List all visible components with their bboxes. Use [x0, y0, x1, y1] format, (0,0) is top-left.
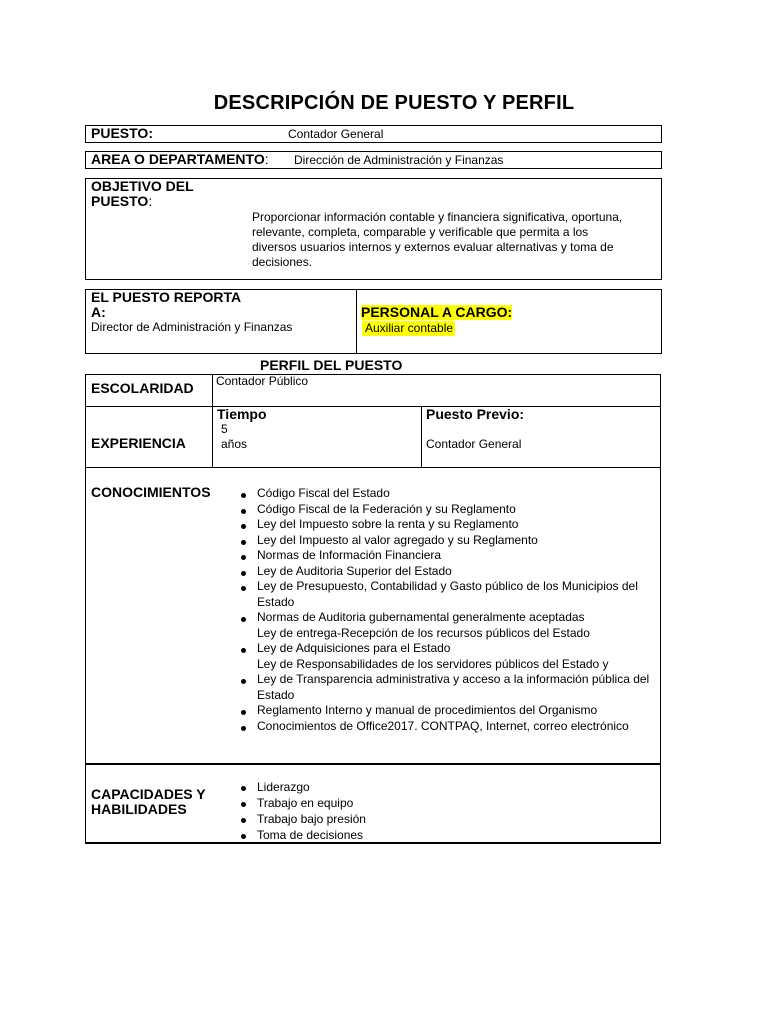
objetivo-line: diversos usuarios internos y externos evaluar alternativas y toma de	[252, 240, 614, 254]
reporta-value: Director de Administración y Finanzas	[91, 320, 293, 334]
conocimiento-item	[257, 502, 652, 518]
conocimientos-label: CONOCIMIENTOS	[91, 484, 211, 500]
area-label	[91, 152, 269, 167]
escolaridad-divider	[212, 374, 213, 407]
bullet-icon	[241, 834, 246, 839]
bullet-icon	[241, 524, 246, 529]
experiencia-bottom	[85, 467, 661, 468]
conocimiento-item	[257, 564, 652, 580]
capacidad-item	[257, 811, 652, 827]
capacidades-label-line1: CAPACIDADES Y	[91, 786, 206, 802]
objetivo-line: decisiones.	[252, 255, 313, 269]
capacidades-list	[257, 779, 652, 843]
bullet-icon	[241, 493, 246, 498]
conocimiento-text: Código Fiscal del Estado	[257, 486, 390, 500]
personal-value: Auxiliar contable	[365, 321, 454, 335]
objetivo-line: Proporcionar información contable y financiera significativa, oportuna,	[252, 210, 623, 224]
bullet-icon	[241, 802, 246, 807]
capacidades-label-line2: HABILIDADES	[91, 801, 187, 817]
conocimiento-item	[257, 672, 652, 703]
conocimiento-text: Ley de entrega-Recepción de los recursos públicos del Estado	[257, 625, 590, 640]
conocimiento-text: Ley del Impuesto al valor agregado y su Reglamento	[257, 532, 538, 547]
experiencia-divider-2	[421, 406, 422, 468]
personal-label: PERSONAL A CARGO:	[361, 304, 513, 320]
conocimiento-text: Normas de Información Financiera	[257, 548, 442, 562]
reporta-box	[85, 289, 662, 354]
bullet-icon	[241, 679, 246, 684]
escolaridad-value: Contador Público	[216, 374, 309, 388]
capacidad-text: Toma de decisiones	[257, 828, 364, 842]
bullet-icon	[241, 571, 246, 576]
objetivo-line: relevante, completa, comparable y verificable que permita a los	[252, 225, 589, 239]
document-title: DESCRIPCIÓN DE PUESTO Y PERFIL	[213, 92, 575, 114]
experiencia-divider-1	[212, 406, 213, 468]
conocimiento-item	[257, 641, 652, 657]
conocimiento-item	[257, 610, 652, 626]
previo-value: Contador General	[426, 437, 522, 451]
objetivo-label	[91, 179, 194, 209]
personal-value-wrap	[362, 321, 455, 336]
bullet-icon	[241, 818, 246, 823]
conocimiento-item	[257, 703, 652, 719]
capacidad-item	[257, 827, 652, 843]
reporta-divider	[356, 290, 357, 353]
bullet-icon	[241, 648, 246, 653]
conocimientos-list	[257, 486, 652, 734]
area-label-colon: :	[264, 151, 269, 167]
conocimiento-item	[257, 579, 652, 610]
capacidad-item	[257, 795, 652, 811]
objetivo-label-line1: OBJETIVO DEL	[91, 178, 194, 194]
escolaridad-label: ESCOLARIDAD	[91, 380, 194, 396]
bullet-icon	[241, 509, 246, 514]
tiempo-label: Tiempo	[217, 406, 267, 422]
reporta-label-line1: EL PUESTO REPORTA	[91, 289, 242, 305]
bullet-icon	[241, 555, 246, 560]
conocimiento-text: Ley de Responsabilidades de los servidores públicos del Estado y	[257, 656, 609, 671]
conocimiento-item	[257, 486, 652, 502]
capacidades-label	[91, 787, 206, 817]
conocimiento-text: Ley de Transparencia administrativa y acceso a la información pública del Estado	[257, 672, 650, 702]
objetivo-label-line2-wrap	[91, 194, 194, 209]
bullet-icon	[241, 617, 246, 622]
previo-label: Puesto Previo:	[426, 406, 525, 422]
bullet-icon	[241, 710, 246, 715]
area-label-text: AREA O DEPARTAMENTO	[91, 151, 265, 167]
objetivo-label-colon: :	[148, 193, 153, 209]
objetivo-label-line2: PUESTO	[91, 193, 149, 209]
bullet-icon	[241, 726, 246, 731]
conocimiento-text: Código Fiscal de la Federación y su Reglamento	[257, 501, 516, 516]
capacidad-text: Liderazgo	[257, 780, 310, 794]
conocimiento-item	[257, 517, 652, 533]
bullet-icon	[241, 540, 246, 545]
perfil-left-border	[85, 374, 86, 844]
perfil-heading: PERFIL DEL PUESTO	[260, 357, 403, 373]
puesto-label: PUESTO:	[91, 125, 153, 141]
reporta-label	[91, 290, 241, 320]
conocimiento-text: Normas de Auditoria gubernamental generalmente aceptadas	[257, 610, 585, 624]
capacidad-text: Trabajo bajo presión	[257, 812, 366, 826]
reporta-label-line2: A:	[91, 304, 106, 320]
capacidad-text: Trabajo en equipo	[257, 796, 354, 810]
conocimiento-item	[257, 548, 652, 564]
bullet-icon	[241, 786, 246, 791]
tiempo-value: 5	[221, 422, 228, 436]
experiencia-label: EXPERIENCIA	[91, 435, 186, 451]
conocimiento-text: Ley del Impuesto sobre la renta y su Reglamento	[257, 517, 519, 531]
objetivo-text	[252, 210, 622, 270]
conocimiento-text: Ley de Auditoria Superior del Estado	[257, 563, 452, 578]
tiempo-unit: años	[221, 437, 248, 451]
conocimiento-text: Ley de Adquisiciones para el Estado	[257, 641, 451, 655]
area-row	[85, 151, 662, 169]
conocimiento-item	[257, 626, 652, 642]
perfil-right-border	[660, 374, 661, 844]
bullet-icon	[241, 586, 246, 591]
objetivo-box	[85, 178, 662, 280]
conocimiento-text: Reglamento Interno y manual de procedimientos del Organismo	[257, 703, 598, 717]
conocimiento-text: Ley de Presupuesto, Contabilidad y Gasto público de los Municipios del Estado	[257, 579, 638, 609]
conocimiento-item	[257, 657, 652, 673]
conocimiento-text: Conocimientos de Office2017. CONTPAQ, Internet, correo electrónico	[257, 718, 629, 733]
conocimiento-item	[257, 719, 652, 735]
perfil-top-border	[85, 374, 661, 375]
puesto-row	[85, 125, 662, 143]
escolaridad-bottom	[85, 406, 661, 407]
capacidad-item	[257, 779, 652, 795]
puesto-value: Contador General	[288, 127, 384, 141]
conocimientos-bottom	[85, 763, 661, 765]
conocimiento-item	[257, 533, 652, 549]
area-value: Dirección de Administración y Finanzas	[294, 153, 504, 167]
